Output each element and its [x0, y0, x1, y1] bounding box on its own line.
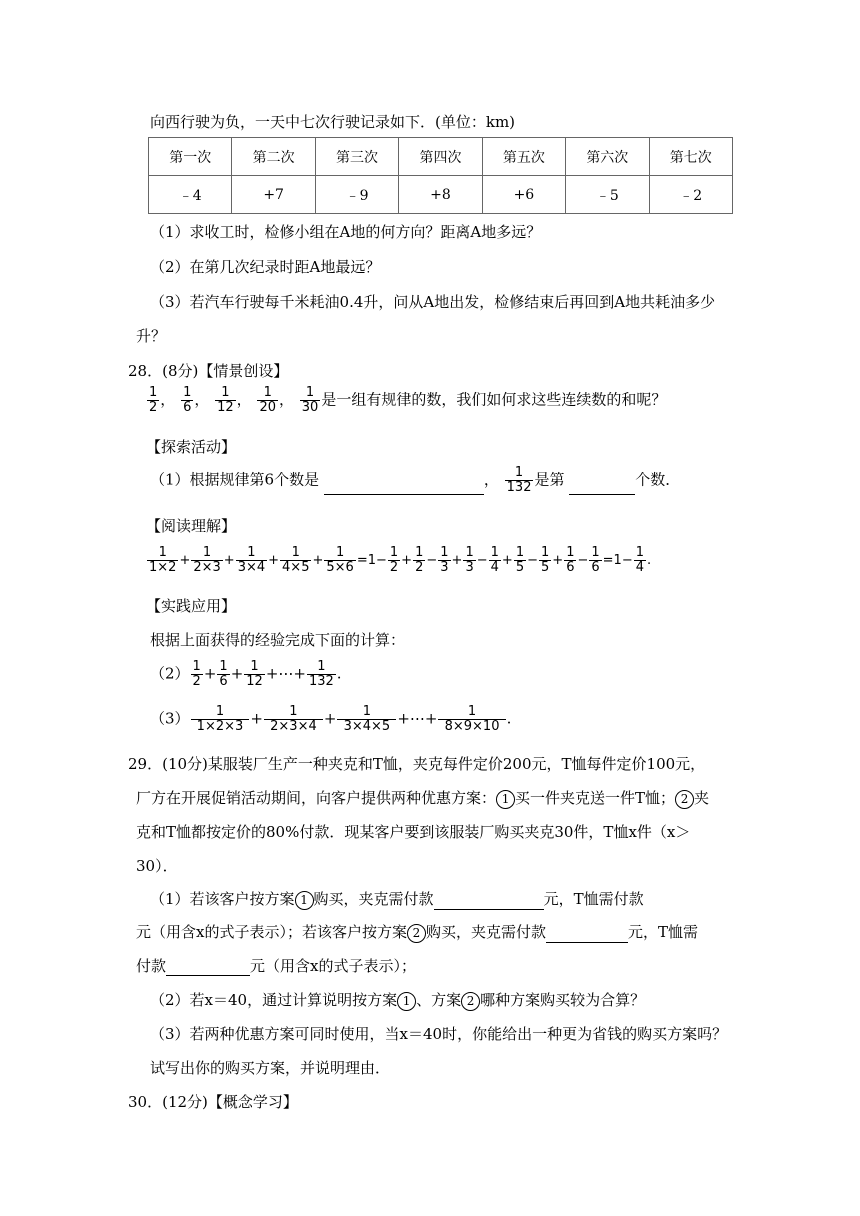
table-cell: +8: [399, 176, 482, 214]
fraction: $\frac{1}{1\times 2}$: [149, 545, 177, 575]
fraction: $\frac{1}{3}$: [440, 545, 449, 575]
practice-text: 根据上面获得的经验完成下面的计算：: [150, 631, 406, 649]
answer-blank[interactable]: [546, 926, 628, 943]
answer-blank[interactable]: [166, 959, 250, 976]
q29-part3: （3）若两种优惠方案可同时使用，当x＝40时，你能给出一种更为省钱的购买方案吗？: [150, 1025, 728, 1043]
circled-one: 1: [496, 790, 515, 809]
fraction: $\frac{1}{12}$: [246, 659, 263, 689]
table-cell: +6: [482, 176, 565, 214]
circled-one: 1: [295, 891, 314, 910]
q29-text: （1）若该客户按方案: [150, 890, 295, 908]
q29-part3-cont: 试写出你的购买方案，并说明理由．: [150, 1059, 391, 1077]
q29-text: 哪种方案购买较为合算？: [480, 991, 646, 1009]
q29-part1-cont: [136, 922, 698, 943]
q27-part3-cont: 升？: [136, 327, 167, 345]
fraction: $\frac{1}{1\times 2\times 3}$: [192, 704, 248, 734]
q27-part1: （1）求收工时，检修小组在A地的何方向？距离A地多远？: [150, 223, 542, 241]
q28-part2-label: （2）: [150, 664, 190, 683]
answer-blank[interactable]: [434, 893, 544, 910]
table-header-cell: 第四次: [399, 138, 482, 176]
fraction: $\frac{1}{5}$: [541, 545, 550, 575]
table-cell: ﹣2: [649, 176, 732, 214]
q28-series-line: $\frac{1}{2}$ ， $\frac{1}{6}$ ， $\frac{1}{12}$ ， $\frac{1}{20}$ ， $\frac{1}{30}$ 是一组有规律的数，我们如何求这些连续数的和呢？: [149, 385, 667, 415]
q29-part1-cont2: [136, 956, 416, 976]
fraction: $\frac{1}{8\times 9\times 10}$: [440, 704, 504, 734]
table-value-row: [149, 176, 733, 214]
q29-text: 元，T恤需付款: [543, 890, 644, 908]
fraction: $\frac{1}{30}$: [301, 385, 319, 415]
circled-two: 2: [407, 924, 426, 943]
circled-two: 2: [461, 992, 480, 1011]
table-header-cell: 第七次: [649, 138, 732, 176]
q29-part2: [150, 990, 645, 1011]
q28-part3: （3） $\frac{1}{1\times 2\times 3}$ + $\frac{1}{2\times 3\times 4}$ + $\frac{1}{3\times 4\times 5}$ +⋯+ $\frac{1}{8\times 9\times 10}$ .: [150, 704, 512, 734]
table-header-cell: 第五次: [482, 138, 565, 176]
fraction: $\frac{1}{132}$: [308, 659, 334, 689]
fraction: $\frac{1}{4\times 5}$: [282, 545, 310, 575]
q29-text: 厂方在开展促销活动期间，向客户提供两种优惠方案：: [136, 789, 497, 807]
circled-two: 2: [675, 790, 694, 809]
q29-text: 元（用含x的式子表示）；若该客户按方案: [136, 923, 407, 941]
answer-blank[interactable]: [569, 478, 635, 495]
fraction: $\frac{1}{12}$: [217, 385, 234, 415]
q29-part1: [150, 889, 644, 910]
read-heading: 【阅读理解】: [146, 517, 237, 535]
fraction: $\frac{1}{2}$: [149, 385, 158, 415]
q29-line2: [136, 788, 709, 809]
q29-line1: 29．(10分)某服装厂生产一种夹克和T恤，夹克每件定价200元，T恤每件定价100元，: [128, 755, 706, 773]
practice-heading: 【实践应用】: [146, 597, 237, 615]
q28-part3-label: （3）: [150, 709, 190, 728]
circled-one: 1: [397, 992, 416, 1011]
table-header-cell: 第二次: [232, 138, 315, 176]
q29-text: 元（用含x的式子表示）；: [250, 957, 416, 975]
fraction: $\frac{1}{3\times 4}$: [237, 545, 266, 575]
driving-record-table: [148, 137, 733, 214]
fraction: $\frac{1}{2}$: [192, 659, 201, 689]
q27-part2: （2）在第几次纪录时距A地最远？: [150, 258, 381, 276]
answer-blank[interactable]: [324, 478, 484, 495]
q29-text: 夹: [694, 789, 710, 807]
q29-line3: 克和T恤都按定价的80%付款．现某客户要到该服装厂购买夹克30件，T恤x件（x＞: [136, 823, 691, 841]
table-header-cell: 第三次: [315, 138, 398, 176]
fraction: $\frac{1}{3}$: [465, 545, 474, 575]
fraction: $\frac{1}{2}$: [415, 545, 424, 575]
explore-heading: 【探索活动】: [146, 438, 237, 456]
fraction: $\frac{1}{4}$: [635, 545, 644, 575]
q29-text: （2）若x＝40，通过计算说明按方案: [150, 991, 398, 1009]
fraction: $\frac{1}{132}$: [506, 465, 532, 495]
q28-part1-text3: 个数．: [635, 470, 681, 489]
table-header-row: [149, 138, 733, 176]
table-header-cell: 第一次: [149, 138, 232, 176]
series-text: 是一组有规律的数，我们如何求这些连续数的和呢？: [321, 390, 667, 409]
table-header-cell: 第六次: [566, 138, 649, 176]
q30-heading: 30．(12分)【概念学习】: [128, 1093, 298, 1111]
q27-part3: （3）若汽车行驶每千米耗油0.4升，问从A地出发，检修结束后再回到A地共耗油多少: [150, 293, 716, 311]
fraction: $\frac{1}{6}$: [591, 545, 600, 575]
q29-text: 元，T恤需: [627, 923, 698, 941]
fraction: $\frac{1}{20}$: [259, 385, 276, 415]
q28-part1: （1）根据规律第6个数是 ， $\frac{1}{132}$ 是第 个数．: [150, 465, 681, 495]
q29-text: 买一件夹克送一件T恤；: [515, 789, 676, 807]
fraction: $\frac{1}{4}$: [490, 545, 499, 575]
fraction: $\frac{1}{2\times 3}$: [193, 545, 221, 575]
intro-line: 向西行驶为负，一天中七次行驶记录如下．(单位：km): [150, 113, 516, 131]
telescoping-equation: $\frac{1}{1\times 2}$ + $\frac{1}{2\times 3}$ + $\frac{1}{3\times 4}$ + $\frac{1}{4\times 5}$ + $\frac{1}{5\times 6}$ =1− $\frac{1}{2}$ + $\frac{1}{2}$ − $\frac{1}{3}$ + $\frac{1}{3}$ − $\frac{1}{4}$ + $\frac{1}{5}$ − $\frac{1}{5}$ + $\frac{1}{6}$ − $\frac{1}{6}$ =1− $\frac{1}{4}$ .: [149, 545, 652, 575]
q29-text: 购买，夹克需付款: [313, 890, 434, 908]
table-cell: ﹣5: [566, 176, 649, 214]
fraction: $\frac{1}{6}$: [219, 659, 228, 689]
q29-text: 购买，夹克需付款: [425, 923, 546, 941]
fraction: $\frac{1}{5\times 6}$: [326, 545, 354, 575]
table-cell: ﹣9: [315, 176, 398, 214]
q29-line4: 30）．: [136, 857, 178, 875]
fraction: $\frac{1}{3\times 4\times 5}$: [339, 704, 395, 734]
fraction: $\frac{1}{6}$: [183, 385, 192, 415]
q28-part1-text2: 是第: [534, 470, 565, 489]
fraction: $\frac{1}{2\times 3\times 4}$: [266, 704, 321, 734]
q28-part2: （2） $\frac{1}{2}$ + $\frac{1}{6}$ + $\frac{1}{12}$ +⋯+ $\frac{1}{132}$ .: [150, 659, 342, 689]
q29-text: 付款: [136, 957, 167, 975]
table-cell: +7: [232, 176, 315, 214]
fraction: $\frac{1}{6}$: [566, 545, 575, 575]
table-cell: ﹣4: [149, 176, 232, 214]
q28-heading: 28．(8分)【情景创设】: [128, 362, 289, 380]
q29-text: 、方案: [416, 991, 462, 1009]
fraction: $\frac{1}{5}$: [515, 545, 525, 575]
fraction: $\frac{1}{2}$: [389, 545, 399, 575]
q28-part1-text: （1）根据规律第6个数是: [150, 470, 320, 489]
